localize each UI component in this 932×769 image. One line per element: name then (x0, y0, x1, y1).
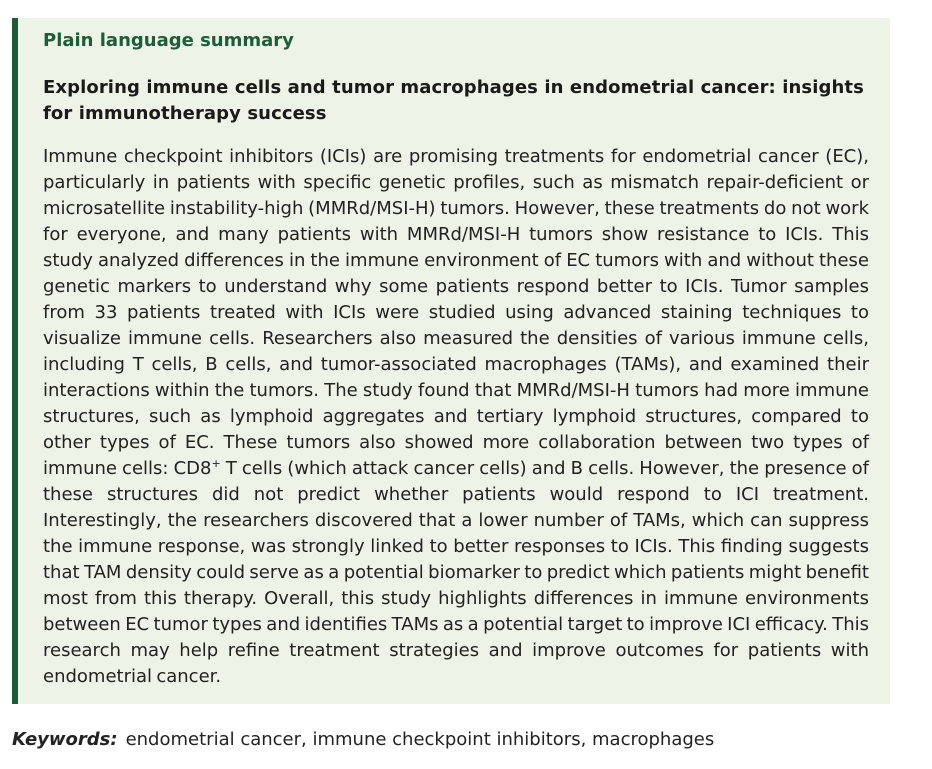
keywords-label: Keywords: (12, 729, 118, 750)
keywords-line (12, 729, 714, 750)
summary-title: Exploring immune cells and tumor macrophages in endometrial cancer: insights for immunotherapy success (43, 77, 864, 124)
summary-body (43, 144, 869, 690)
superscript-plus: + (211, 457, 221, 470)
keywords-value: endometrial cancer, immune checkpoint inhibitors, macrophages (125, 729, 715, 750)
summary-body-part-1: Immune checkpoint inhibitors (ICIs) are promising treatments for endometrial cancer (EC), particularly in patients with specific genetic profiles, such as mismatch repair-deficient or microsatellite instability-high (MMRd/MSI-H) tumors. However, these treatments do not work for everyone, and many patients with MMRd/MSI-H tumors show resistance to ICIs. This study analyzed differences in the immune environment of EC tumors with and without these genetic markers to understand why some patients respond better to ICIs. Tumor samples from 33 patients treated with ICIs were studied using advanced staining techniques to visualize immune cells. Researchers also measured the densities of various immune cells, including T cells, B cells, and tumor-associated macrophages (TAMs), and examined their interactions within the tumors. The study found that MMRd/MSI-H tumors had more immune structures, such as lymphoid aggregates and tertiary lymphoid structures, compared to other types of EC. These tumors also showed more collaboration between two types of immune cells: CD8 (43, 146, 869, 479)
summary-body-part-2: T cells (which attack cancer cells) and B cells. However, the presence of these structures did not predict whether patients would respond to ICI treatment. Interestingly, the researchers discovered that a lower number of TAMs, which can suppress the immune response, was strongly linked to better responses to ICIs. This finding suggests that TAM density could serve as a potential biomarker to predict which patients might benefit most from this therapy. Overall, this study highlights differences in immune environments between EC tumor types and identifies TAMs as a potential target to improve ICI efficacy. This research may help refine treatment strategies and improve outcomes for patients with endometrial cancer. (43, 458, 869, 687)
plain-language-summary-box (12, 18, 890, 704)
summary-heading: Plain language summary (43, 30, 294, 51)
